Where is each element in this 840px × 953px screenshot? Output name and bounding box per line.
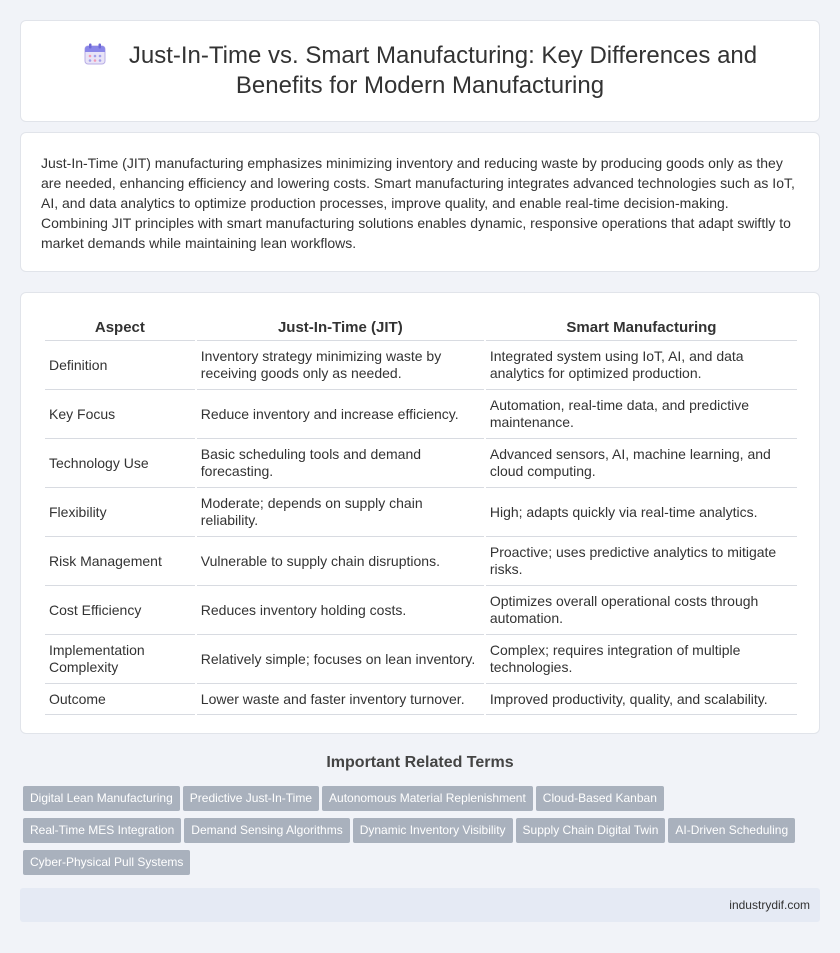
comparison-card <box>20 292 820 734</box>
table-row <box>45 488 797 537</box>
tag-autonomous-material-replenishment[interactable]: Autonomous Material Replenishment <box>322 786 533 811</box>
table-row <box>45 684 797 715</box>
table-row <box>45 537 797 586</box>
table-header-row <box>45 313 797 341</box>
title-card <box>20 20 820 122</box>
tag-cloud-based-kanban[interactable]: Cloud-Based Kanban <box>536 786 664 811</box>
aspect-cell: Cost Efficiency <box>45 586 195 635</box>
header-smart: Smart Manufacturing <box>486 313 797 341</box>
tag-real-time-mes-integration[interactable]: Real-Time MES Integration <box>23 818 181 843</box>
jit-cell: Vulnerable to supply chain disruptions. <box>197 537 484 586</box>
jit-cell: Moderate; depends on supply chain reliability. <box>197 488 484 537</box>
table-row <box>45 439 797 488</box>
smart-cell: Integrated system using IoT, AI, and data analytics for optimized production. <box>486 341 797 390</box>
aspect-cell: Flexibility <box>45 488 195 537</box>
intro-card <box>20 132 820 272</box>
tag-digital-lean-manufacturing[interactable]: Digital Lean Manufacturing <box>23 786 180 811</box>
page-title <box>60 41 780 101</box>
aspect-cell: Definition <box>45 341 195 390</box>
comparison-table <box>43 313 799 715</box>
tag-cyber-physical-pull-systems[interactable]: Cyber-Physical Pull Systems <box>23 850 190 875</box>
table-row <box>45 341 797 390</box>
jit-cell: Basic scheduling tools and demand forecasting. <box>197 439 484 488</box>
aspect-cell: Outcome <box>45 684 195 715</box>
smart-cell: Automation, real-time data, and predictive maintenance. <box>486 390 797 439</box>
smart-cell: Proactive; uses predictive analytics to mitigate risks. <box>486 537 797 586</box>
footer-site[interactable]: industrydif.com <box>729 898 810 912</box>
header-aspect: Aspect <box>45 313 195 341</box>
smart-cell: Optimizes overall operational costs through automation. <box>486 586 797 635</box>
tag-dynamic-inventory-visibility[interactable]: Dynamic Inventory Visibility <box>353 818 513 843</box>
related-terms-title: Important Related Terms <box>326 754 514 771</box>
jit-cell: Relatively simple; focuses on lean inventory. <box>197 635 484 684</box>
tag-supply-chain-digital-twin[interactable]: Supply Chain Digital Twin <box>516 818 666 843</box>
smart-cell: High; adapts quickly via real-time analytics. <box>486 488 797 537</box>
intro-paragraph: Just-In-Time (JIT) manufacturing emphasizes minimizing inventory and reducing waste by producing goods only as they are needed, enhancing efficiency and lowering costs. Smart manufacturing integrates advanced technologies such as IoT, AI, and data analytics to optimize production processes, improve quality, and enable real-time decision-making. Combining JIT principles with smart manufacturing solutions enables dynamic, responsive operations that adapt swiftly to market demands while maintaining lean workflows. <box>41 155 795 251</box>
smart-cell: Complex; requires integration of multiple technologies. <box>486 635 797 684</box>
page-title-text: Just-In-Time vs. Smart Manufacturing: Key Differences and Benefits for Modern Manufacturing <box>128 42 758 99</box>
aspect-cell: Key Focus <box>45 390 195 439</box>
footer <box>20 888 820 922</box>
tag-ai-driven-scheduling[interactable]: AI-Driven Scheduling <box>668 818 795 843</box>
smart-cell: Improved productivity, quality, and scalability. <box>486 684 797 715</box>
table-row <box>45 390 797 439</box>
header-jit: Just-In-Time (JIT) <box>197 313 484 341</box>
table-row <box>45 586 797 635</box>
tag-demand-sensing-algorithms[interactable]: Demand Sensing Algorithms <box>184 818 349 843</box>
jit-cell: Reduce inventory and increase efficiency. <box>197 390 484 439</box>
jit-cell: Inventory strategy minimizing waste by receiving goods only as needed. <box>197 341 484 390</box>
aspect-cell: Technology Use <box>45 439 195 488</box>
aspect-cell: Risk Management <box>45 537 195 586</box>
tag-predictive-just-in-time[interactable]: Predictive Just-In-Time <box>183 786 319 811</box>
related-terms-list <box>23 786 823 882</box>
aspect-cell: Implementation Complexity <box>45 635 195 684</box>
jit-cell: Reduces inventory holding costs. <box>197 586 484 635</box>
calendar-icon <box>83 42 107 66</box>
smart-cell: Advanced sensors, AI, machine learning, and cloud computing. <box>486 439 797 488</box>
table-row <box>45 635 797 684</box>
jit-cell: Lower waste and faster inventory turnover. <box>197 684 484 715</box>
